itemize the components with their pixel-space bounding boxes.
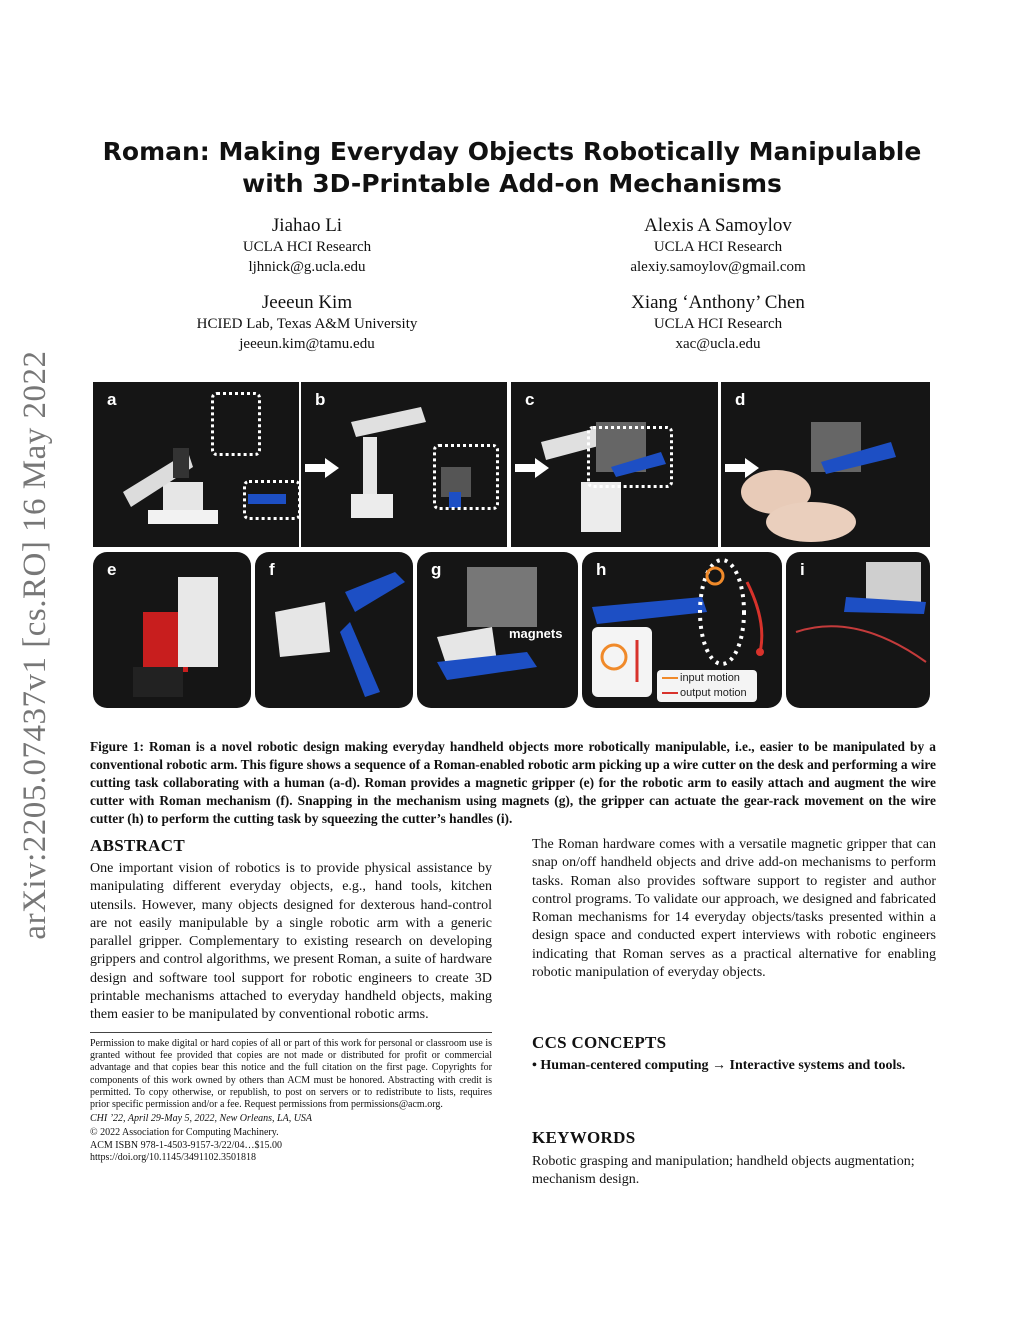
author-name: Xiang ‘Anthony’ Chen bbox=[631, 292, 805, 313]
panel-label: b bbox=[315, 390, 326, 409]
figure-panel-c bbox=[511, 382, 718, 547]
author-email[interactable]: xac@ucla.edu bbox=[675, 336, 761, 352]
gear-rack-illustration bbox=[582, 552, 782, 708]
panel-label: c bbox=[525, 390, 535, 409]
arxiv-stamp: arXiv:2205.07437v1 [cs.RO] 16 May 2022 bbox=[17, 350, 53, 940]
zoom-highlight bbox=[243, 480, 299, 520]
robot-arm-illustration bbox=[93, 382, 299, 547]
figure-caption: Figure 1: Roman is a novel robotic design making everyday handheld objects more robotically manipulable, i.e., easier to be manipulated by a conventional robotic arm. This figure shows a sequence of a Roman-enabled robotic arm picking up a wire cutter on the desk and performing a wire cutting task collaborating with a human (a-d). Roman provides a magnetic gripper (e) for the robotic arm to easily attach and augment the wire cutter with Roman mechanism (f). Snapping in the mechanism using magnets (g), the gripper can actuate the gear-rack movement on the wire cutter (h) to perform the cutting task by squeezing the cutter’s handles (i). bbox=[90, 739, 936, 826]
zoom-highlight bbox=[211, 392, 261, 456]
author-email[interactable]: alexiy.samoylov@gmail.com bbox=[630, 259, 806, 275]
figure-panel-b bbox=[301, 382, 507, 547]
panel-label: f bbox=[269, 560, 275, 579]
panel-label: e bbox=[107, 560, 117, 579]
conference-line: CHI ’22, April 29-May 5, 2022, New Orleans, LA, USA bbox=[90, 1113, 313, 1125]
paper-title: Roman: Making Everyday Objects Robotically Manipulable with 3D-Printable Add-on Mechanisms bbox=[102, 137, 922, 198]
zoom-highlight bbox=[433, 444, 499, 510]
figure-panel-h bbox=[582, 552, 782, 708]
legend-input-motion: input motion bbox=[680, 672, 740, 684]
sequence-arrow-icon bbox=[305, 458, 339, 478]
sequence-arrow-icon bbox=[515, 458, 549, 478]
panel-label: h bbox=[596, 560, 607, 579]
figure-panel-e bbox=[93, 552, 251, 708]
keywords-text: Robotic grasping and manipulation; handheld objects augmentation; mechanism design. bbox=[532, 1154, 915, 1188]
copyright-line: © 2022 Association for Computing Machinery. bbox=[90, 1127, 279, 1139]
abstract-body: One important vision of robotics is to provide physical assistance by manipulating different everyday objects, e.g., hand tools, kitchen utensils. However, many objects designed for dexterous hand-control are not easily manipulable by a single robotic arm with a generic parallel gripper. Complementary to existing research on developing grippers and control algorithms, we present Roman, a suite of hardware design and software tool support for robotic engineers to create 3D printable mechanisms attached to everyday handheld objects, making them easier to be manipulated by conventional robotic arms. bbox=[90, 861, 492, 1023]
author-affiliation: UCLA HCI Research bbox=[242, 239, 372, 255]
figure-panel-g bbox=[417, 552, 578, 708]
author-name: Jeeeun Kim bbox=[261, 292, 353, 313]
panel-label: g bbox=[431, 560, 442, 579]
author-affiliation: HCIED Lab, Texas A&M University bbox=[196, 316, 418, 332]
author-affiliation: UCLA HCI Research bbox=[653, 239, 783, 255]
magnets-annotation: magnets bbox=[509, 626, 563, 641]
author-affiliation: UCLA HCI Research bbox=[653, 316, 783, 332]
author-block bbox=[157, 214, 457, 277]
author-block bbox=[568, 291, 868, 354]
figure-panel-d bbox=[721, 382, 930, 547]
author-email[interactable]: jeeeun.kim@tamu.edu bbox=[239, 336, 375, 352]
figure-panel-a bbox=[93, 382, 299, 547]
author-name: Alexis A Samoylov bbox=[644, 215, 792, 236]
section-heading-abstract: ABSTRACT bbox=[90, 836, 185, 855]
zoom-highlight bbox=[587, 426, 673, 488]
figure-panel-f bbox=[255, 552, 413, 708]
permission-text: Permission to make digital or hard copies of all or part of this work for personal or classroom use is granted without fee provided that copies are not made or distributed for profit or commercial advantage and that copies bear this notice and the full citation on the first page. Copyrights for components of this work owned by others than ACM must be honored. Abstracting with credit is permitted. To copy otherwise, or republish, to post on servers or to redistribute to lists, requires prior specific permission and/or a fee. Request permissions from permissions@acm.org. bbox=[90, 1038, 492, 1111]
author-name: Jiahao Li bbox=[271, 215, 343, 236]
sequence-arrow-icon bbox=[725, 458, 759, 478]
isbn-line: ACM ISBN 978-1-4503-9157-3/22/04…$15.00 bbox=[90, 1139, 282, 1151]
wire-cutter-illustration bbox=[255, 552, 413, 708]
doi-link[interactable]: https://doi.org/10.1145/3491102.3501818 bbox=[90, 1151, 257, 1163]
figure-panel-i bbox=[786, 552, 930, 708]
legend-output-motion: output motion bbox=[680, 687, 747, 699]
panel-label: i bbox=[800, 560, 805, 579]
abstract-continued: The Roman hardware comes with a versatile magnetic gripper that can snap on/off handheld objects and drive add-on mechanisms to perform tasks. Roman also provides software support to register and author control programs. To validate our approach, we designed and fabricated Roman mechanisms for 14 everyday objects/tasks presented within a design space and conducted expert interviews with robotic engineers indicating that Roman serves as a practical alternative for enabling robotic manipulation of everyday objects. bbox=[532, 837, 936, 981]
author-block bbox=[157, 291, 457, 354]
author-email[interactable]: ljhnick@g.ucla.edu bbox=[248, 259, 366, 275]
magnetic-gripper-illustration bbox=[93, 552, 251, 708]
cutting-illustration bbox=[786, 552, 930, 708]
permission-block bbox=[90, 1038, 492, 1164]
footnote-divider bbox=[90, 1032, 492, 1033]
ccs-concepts: • Human-centered computing → Interactive systems and tools. bbox=[532, 1058, 906, 1073]
section-heading-keywords: KEYWORDS bbox=[532, 1128, 636, 1147]
section-heading-ccs: CCS CONCEPTS bbox=[532, 1033, 667, 1052]
panel-label: a bbox=[107, 390, 117, 409]
panel-label: d bbox=[735, 390, 746, 409]
author-block bbox=[568, 214, 868, 277]
